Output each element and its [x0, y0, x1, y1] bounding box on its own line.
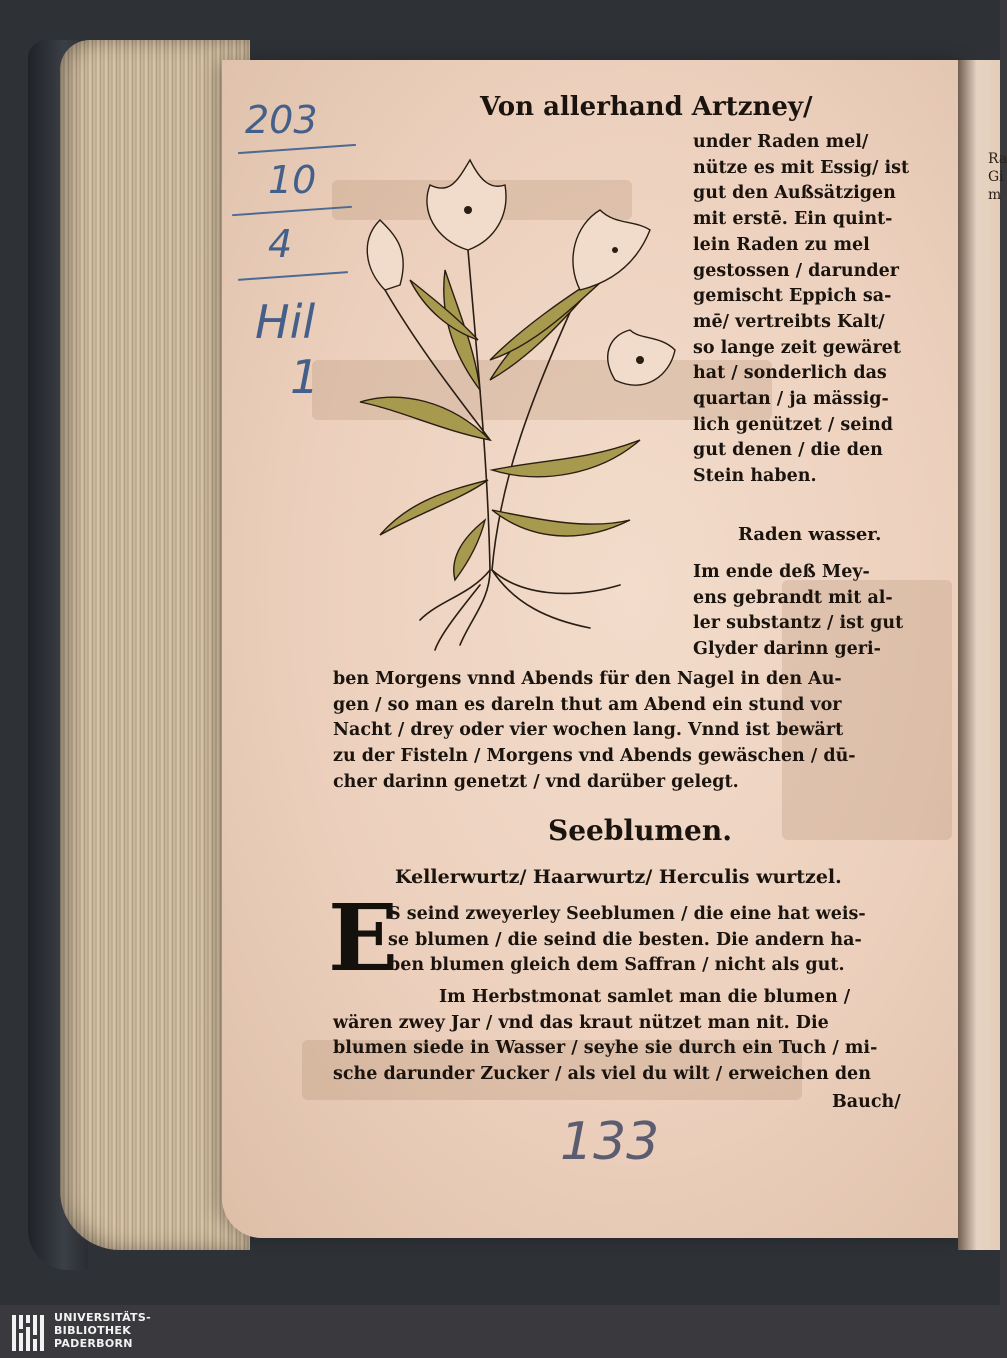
- plant-woodcut-illustration: [340, 140, 685, 660]
- text-line: S seind zweyerley Seeblumen / die eine hat weis-: [388, 904, 866, 924]
- text-line: lich genützet / seind: [693, 414, 893, 435]
- shelfmark-line: 203: [245, 98, 318, 142]
- text-line: nütze es mit Essig/ ist: [693, 157, 910, 178]
- text-line: se blumen / die seind die besten. Die andern ha-: [388, 929, 862, 950]
- text-line: gut den Außsätzigen: [693, 183, 896, 204]
- synonyms-line: Kellerwurtz/ Haarwurtz/ Herculis wurtzel.: [395, 866, 842, 888]
- text-line: under Raden mel/: [693, 132, 869, 152]
- section-heading: Seeblumen.: [548, 814, 732, 847]
- shelfmark-line: 4: [268, 222, 293, 266]
- text-column: [693, 560, 903, 663]
- text-line: Nacht / drey oder vier wochen lang. Vnnd ist bewärt: [333, 720, 844, 741]
- text-line: mē/ vertreibts Kalt/: [693, 311, 885, 332]
- text-line: Im ende deß Mey-: [693, 562, 870, 582]
- text-line: gen / so man es dareln thut am Abend ein stund vor: [333, 694, 842, 715]
- text-line: ler substantz / ist gut: [693, 613, 904, 634]
- text-line: Glyder darinn geri-: [693, 639, 881, 660]
- handwritten-page-number: 133: [560, 1112, 660, 1172]
- text-line: zu der Fisteln / Morgens vnd Abends gewäschen / dū-: [333, 746, 856, 767]
- text-line: ben Morgens vnnd Abends für den Nagel in den Au-: [333, 669, 842, 689]
- text-line: hat / sonderlich das: [693, 363, 887, 384]
- shelfmark-line: Hil: [255, 295, 316, 349]
- text-column: [693, 130, 909, 490]
- text-line: gestossen / darunder: [693, 260, 899, 281]
- text-line: cher darinn genetzt / vnd darüber gelegt.: [333, 771, 739, 792]
- section-subheading: Raden wasser.: [738, 524, 882, 545]
- library-logo: [0, 1305, 1000, 1358]
- text-line: gemischt Eppich sa-: [693, 286, 892, 307]
- text-line: blumen siede in Wasser / seyhe sie durch ein Tuch / mi-: [333, 1038, 878, 1059]
- text-block: [333, 667, 856, 796]
- text-line: gut denen / die den: [693, 440, 883, 461]
- text-line: lein Raden zu mel: [693, 234, 870, 255]
- text-line: wären zwey Jar / vnd das kraut nützet man nit. Die: [333, 1012, 829, 1033]
- catchword: Bauch/: [832, 1092, 901, 1112]
- text-block: [333, 985, 877, 1088]
- text-line: so lange zeit gewäret: [693, 337, 901, 358]
- text-line: Stein haben.: [693, 466, 817, 487]
- gutter: [958, 60, 1007, 1250]
- text-line: mit erstē. Ein quint-: [693, 209, 893, 230]
- library-logo-icon: [10, 1313, 50, 1353]
- next-page-fragment: Ra Gi m: [988, 151, 1007, 203]
- text-line: Im Herbstmonat samlet man die blumen /: [439, 987, 851, 1007]
- text-block: [388, 902, 866, 979]
- text-line: ens gebrandt mit al-: [693, 587, 893, 608]
- text-line: quartan / ja mässig-: [693, 389, 889, 410]
- running-head: Von allerhand Artzney/: [480, 92, 813, 122]
- library-name: UNIVERSITÄTS- BIBLIOTHEK PADERBORN: [54, 1311, 151, 1350]
- shelfmark-line: 1: [290, 350, 320, 404]
- shelfmark-line: 10: [268, 158, 317, 202]
- drop-cap: E: [328, 884, 399, 992]
- text-line: ben blumen gleich dem Saffran / nicht als gut.: [388, 955, 845, 976]
- text-line: sche darunder Zucker / als viel du wilt / erweichen den: [333, 1064, 871, 1085]
